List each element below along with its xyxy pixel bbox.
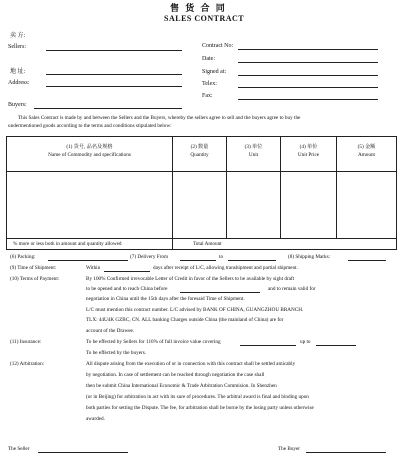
insurance-upto-field[interactable] (316, 345, 356, 346)
unit-price-cell[interactable] (281, 172, 337, 239)
commodity-cell[interactable] (7, 172, 173, 239)
signed-at-label: Signed at: (202, 69, 227, 75)
seller-signature-label: The Seller (8, 446, 30, 452)
buyer-signature-label: The Buyer (278, 446, 301, 452)
packing-label: (6) Packing: (10, 254, 36, 260)
arbitration-line-1: All dispute arising from the execution of or in connection with this contract shall be settled amicably (86, 361, 296, 367)
col-amount-header: (5) 金额 Amount (337, 137, 397, 172)
goods-table (6, 136, 397, 250)
time-within-field[interactable] (104, 271, 150, 272)
address-label-cn: 地 址: (10, 69, 26, 75)
signed-at-field[interactable] (238, 75, 378, 76)
buyer-signature-field[interactable] (306, 452, 386, 453)
shipping-marks-field[interactable] (348, 260, 386, 261)
insurance-line-2: To be effected by the buyers. (86, 350, 147, 356)
arbitration-line-6: awarded. (86, 416, 105, 422)
table-footer-row (7, 239, 397, 250)
title-chinese: 售 货 合 同 (170, 3, 227, 13)
arbitration-line-5: both parties for setting the Dispute. The fee, for arbitration shall be borne by the losing party unless otherwise (86, 405, 314, 411)
delivery-to-field[interactable] (228, 260, 276, 261)
terms-line-4: L/C must mention this contract number. L/C advised by BANK OF CHINA, GUANGZHOU BRANCH. (86, 307, 304, 313)
arbitration-line-2: by negotiation. In case of settlement can be reached through negotiation the case shall (86, 372, 265, 378)
intro-line-1: This Sales Contract is made by and between the Sellers and the Buyers, whereby the sellers agree to sell and the buyers agree to buy the (18, 115, 301, 121)
amount-cell[interactable] (337, 172, 397, 239)
insurance-covering-field[interactable] (240, 345, 296, 346)
tolerance-note: % more or less both in amount and quantity allowed (7, 239, 173, 250)
telex-field[interactable] (238, 87, 378, 88)
seller-signature-field[interactable] (38, 452, 128, 453)
buyers-field[interactable] (34, 108, 182, 109)
intro-line-2: undermentioned goods according to the terms and conditions stipulated below: (8, 123, 172, 129)
terms-line-2b: and to remain valid for (268, 286, 316, 292)
terms-of-payment-label: (10) Terms of Payment: (10, 276, 60, 282)
table-header-row (7, 137, 397, 172)
terms-line-6: account of the Drawee. (86, 328, 135, 334)
fax-field[interactable] (238, 99, 378, 100)
quantity-cell[interactable] (173, 172, 227, 239)
insurance-line-1a: To be effected by Sellers for 110% of full invoice value covering (86, 339, 221, 345)
table-body-row[interactable] (7, 172, 397, 239)
total-amount-label: Total Amount (173, 239, 397, 250)
col-quantity-header: (2) 数量 Quantity (173, 137, 227, 172)
fax-label: Fax: (202, 93, 213, 99)
contract-no-label: Contract No: (202, 43, 234, 49)
col-commodity-header: (1) 货号, 品名及规格 Name of Commodity and specifications (7, 137, 173, 172)
arbitration-line-4: (or in Beijing) for arbitration in act with its sure of procedures. The arbitral award is final and binding upon (86, 394, 309, 400)
terms-line-2a: to be opened and to reach China before (86, 286, 168, 292)
terms-line-5: TLX: 44U4K GZBC, CN. ALL banking Charges outside China (the mainland of China) are for (86, 317, 284, 323)
shipping-marks-label: (8) Shipping Marks: (288, 254, 331, 260)
address-field-1[interactable] (46, 74, 182, 75)
address-field-2[interactable] (46, 86, 182, 87)
lc-date-field[interactable] (180, 292, 260, 293)
arbitration-line-3: then be submit China International Economic & Trade Arbitration Commision. In Shenzhen (86, 383, 277, 389)
insurance-label: (11) Insurance: (10, 339, 42, 345)
buyers-label: Buyers: (8, 102, 27, 108)
packing-field[interactable] (48, 260, 128, 261)
terms-line-1: By 100% Confirmed irrevocable Letter of Credit in favor of the Sellers to be available by sight draft (86, 276, 295, 282)
arbitration-label: (12) Arbitration: (10, 361, 45, 367)
delivery-to-label: to (219, 254, 224, 260)
title-english: SALES CONTRACT (164, 14, 245, 23)
terms-line-3: negotiation in China until the 15th days after the foresaid Time of Shipment. (86, 296, 245, 302)
insurance-line-1b: up to (300, 339, 311, 345)
time-text: days after receipt of L/C, allowing transhipment and partial shipment. (153, 265, 298, 271)
telex-label: Telex: (202, 81, 217, 87)
time-of-shipment-label: (9) Time of Shipment: (10, 265, 57, 271)
seller-field[interactable] (46, 50, 182, 51)
col-unit-header: (3) 单位 Unit (227, 137, 281, 172)
unit-cell[interactable] (227, 172, 281, 239)
delivery-from-field[interactable] (180, 260, 216, 261)
seller-label: Sellers: (8, 44, 26, 50)
delivery-from-label: (7) Delivery From (130, 254, 169, 260)
date-label: Date: (202, 56, 215, 62)
address-label: Address: (8, 80, 30, 86)
time-within-label: Within (86, 265, 101, 271)
contract-no-field[interactable] (238, 49, 378, 50)
seller-label-cn: 卖 方: (10, 33, 26, 39)
date-field[interactable] (238, 62, 378, 63)
col-unit-price-header: (4) 单价 Unit Price (281, 137, 337, 172)
